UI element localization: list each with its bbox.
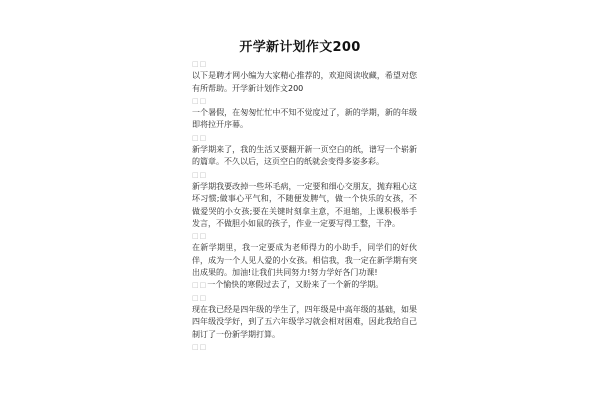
document-body	[192, 58, 417, 353]
document-title: 开学新计划作文200	[239, 40, 361, 55]
paragraph-marker: □□	[192, 232, 208, 241]
paragraph-helper: 在新学期里，我一定要成为老师得力的小助手，同学们的好伙伴，成为一个人见人爱的小女孩。相信我，我一定在新学期有突出成果的。加油!让我们共同努力!努力学好各门功课!	[192, 243, 417, 278]
paragraph-habits: 新学期我要改掉一些坏毛病，一定要和细心交朋友，抛弃粗心这坏习惯;做事心平气和，不随便发脾气，做一个快乐的女孩，不做爱哭的小女孩;要在关键时刻拿主意，不退缩，上课积极举手发言，不做胆小如鼠的孩子，作业一定要写得工整，干净。	[192, 181, 417, 228]
paragraph-new-semester: 新学期来了，我的生活又要翻开新一页空白的纸，谱写一个崭新的篇章。不久以后，这页空白的纸就会变得多姿多彩。	[192, 145, 417, 167]
paragraph-summer: 一个暑假，在匆匆忙忙中不知不觉度过了，新的学期，新的年级即将拉开序幕。	[192, 108, 417, 130]
paragraph-fourth-grade: 现在我已经是四年级的学生了，四年级是中高年级的基础，如果四年级没学好，到了五六年级学习就会相对困难，因此我给自己制订了一份新学期打算。	[192, 304, 417, 339]
paragraph-marker: □□	[192, 170, 208, 179]
paragraph-winter-text: 一个愉快的寒假过去了，又盼来了一个新的学期。	[207, 280, 384, 290]
paragraph-marker: □□	[192, 342, 208, 351]
paragraph-intro: 以下是聘才网小编为大家精心推荐的，欢迎阅读收藏，希望对您有所帮助。开学新计划作文200	[192, 71, 417, 93]
paragraph-marker: □□	[192, 96, 208, 105]
paragraph-marker: □□	[192, 293, 208, 302]
paragraph-winter	[192, 279, 417, 291]
paragraph-marker: □□	[192, 60, 208, 68]
paragraph-marker: □□	[192, 133, 208, 142]
paragraph-marker: □□	[192, 281, 208, 290]
